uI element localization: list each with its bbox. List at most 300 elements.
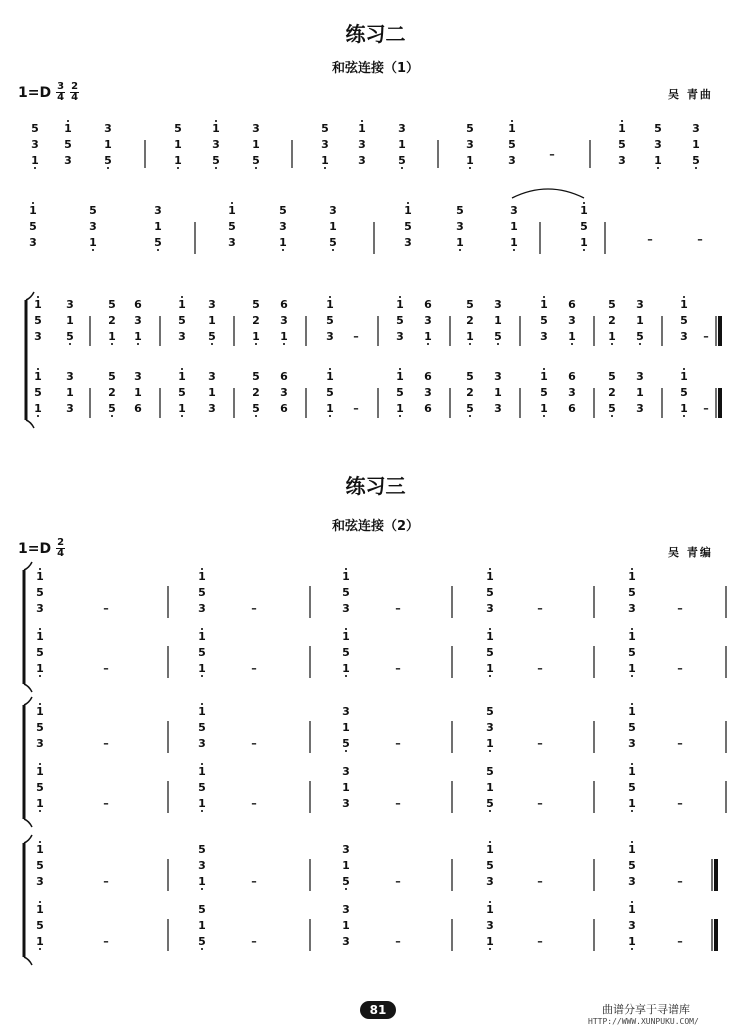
octave-dot: [39, 810, 41, 812]
note: 3: [342, 797, 350, 810]
note: 5: [29, 220, 37, 233]
note: 3: [404, 236, 412, 249]
octave-dot: [361, 120, 363, 122]
note: 1: [580, 204, 588, 217]
sustain-dash: –: [395, 602, 401, 615]
note: 3: [198, 737, 206, 750]
note: 1: [280, 330, 288, 343]
note: 5: [212, 154, 220, 167]
sustain-dash: –: [251, 602, 257, 615]
octave-dot: [543, 296, 545, 298]
note: 3: [628, 919, 636, 932]
octave-dot: [39, 628, 41, 630]
note: 1: [108, 330, 116, 343]
note: 3: [342, 935, 350, 948]
note: 3: [508, 154, 516, 167]
note: 1: [321, 154, 329, 167]
key-label: 1=D: [18, 84, 52, 101]
note: 3: [486, 875, 494, 888]
octave-dot: [583, 249, 585, 251]
note: 1: [342, 662, 350, 675]
note: 3: [358, 138, 366, 151]
note: 5: [36, 586, 44, 599]
note: 5: [342, 586, 350, 599]
note: 3: [104, 122, 112, 135]
octave-dot: [231, 202, 233, 204]
exercise3-subtitle: 和弦连接（2）: [331, 519, 420, 534]
note: 2: [608, 314, 616, 327]
octave-dot: [211, 343, 213, 345]
octave-dot: [345, 888, 347, 890]
note: 1: [212, 122, 220, 135]
octave-dot: [631, 841, 633, 843]
note: 3: [486, 919, 494, 932]
note: 5: [198, 903, 206, 916]
sustain-dash: –: [395, 797, 401, 810]
note: 3: [31, 138, 39, 151]
note: 1: [31, 154, 39, 167]
octave-dot: [39, 675, 41, 677]
octave-dot: [345, 568, 347, 570]
note: 6: [280, 402, 288, 415]
note: 1: [208, 386, 216, 399]
note: 1: [540, 370, 548, 383]
octave-dot: [255, 415, 257, 417]
note: 2: [466, 314, 474, 327]
octave-dot: [332, 249, 334, 251]
note: 1: [154, 220, 162, 233]
octave-dot: [32, 202, 34, 204]
note: 3: [396, 330, 404, 343]
note: 1: [494, 314, 502, 327]
sustain-dash: –: [537, 875, 543, 888]
note: 3: [486, 721, 494, 734]
octave-dot: [401, 167, 403, 169]
note: 5: [608, 370, 616, 383]
note: 5: [252, 402, 260, 415]
note: 1: [486, 781, 494, 794]
note: 1: [36, 630, 44, 643]
note: 1: [29, 204, 37, 217]
note: 3: [636, 298, 644, 311]
note: 1: [396, 402, 404, 415]
octave-dot: [489, 750, 491, 752]
note: 5: [636, 330, 644, 343]
octave-dot: [201, 675, 203, 677]
sustain-dash: –: [251, 797, 257, 810]
octave-dot: [583, 202, 585, 204]
note: 1: [486, 843, 494, 856]
note: 1: [198, 797, 206, 810]
note: 5: [154, 236, 162, 249]
note: 1: [178, 370, 186, 383]
time-signature: $\frac{2}{4}$: [57, 537, 65, 559]
note: 5: [108, 402, 116, 415]
note: 1: [636, 386, 644, 399]
octave-dot: [181, 415, 183, 417]
sustain-dash: –: [353, 330, 359, 343]
note: 3: [280, 386, 288, 399]
note: 3: [198, 859, 206, 872]
octave-dot: [37, 415, 39, 417]
octave-dot: [111, 343, 113, 345]
octave-dot: [631, 568, 633, 570]
note: 1: [486, 630, 494, 643]
note: 1: [486, 737, 494, 750]
octave-dot: [543, 415, 545, 417]
sustain-dash: –: [103, 935, 109, 948]
note: 1: [608, 330, 616, 343]
note: 5: [104, 154, 112, 167]
octave-dot: [201, 763, 203, 765]
note: 3: [208, 402, 216, 415]
bracket-hook: [24, 684, 32, 692]
bracket-hook: [24, 819, 32, 827]
octave-dot: [621, 120, 623, 122]
note: 1: [66, 386, 74, 399]
note: 1: [36, 765, 44, 778]
note: 6: [280, 298, 288, 311]
octave-dot: [407, 202, 409, 204]
note: 5: [208, 330, 216, 343]
note: 1: [628, 570, 636, 583]
note: 3: [568, 314, 576, 327]
sustain-dash: –: [677, 875, 683, 888]
sustain-dash: –: [677, 737, 683, 750]
note: 3: [66, 298, 74, 311]
note: 3: [424, 314, 432, 327]
note: 5: [178, 386, 186, 399]
octave-dot: [459, 249, 461, 251]
exercise2-title: 练习二: [345, 22, 406, 46]
octave-dot: [181, 368, 183, 370]
sustain-dash: –: [251, 935, 257, 948]
note: 3: [342, 765, 350, 778]
octave-dot: [611, 343, 613, 345]
note: 5: [692, 154, 700, 167]
note: 3: [636, 402, 644, 415]
note: 1: [628, 903, 636, 916]
note: 1: [174, 154, 182, 167]
note: 3: [154, 204, 162, 217]
sustain-dash: –: [677, 797, 683, 810]
octave-dot: [181, 296, 183, 298]
note: 3: [212, 138, 220, 151]
note: 1: [198, 570, 206, 583]
note: 3: [29, 236, 37, 249]
note: 1: [342, 919, 350, 932]
note: 1: [36, 662, 44, 675]
octave-dot: [201, 948, 203, 950]
sustain-dash: –: [251, 737, 257, 750]
note: 5: [342, 646, 350, 659]
note: 1: [680, 402, 688, 415]
sustain-dash: –: [697, 233, 703, 246]
octave-dot: [201, 628, 203, 630]
note: 5: [36, 859, 44, 872]
octave-dot: [39, 568, 41, 570]
sustain-dash: –: [103, 602, 109, 615]
octave-dot: [201, 888, 203, 890]
octave-dot: [201, 703, 203, 705]
note: 1: [404, 204, 412, 217]
note: 1: [628, 843, 636, 856]
octave-dot: [497, 343, 499, 345]
octave-dot: [37, 296, 39, 298]
octave-dot: [329, 368, 331, 370]
sustain-dash: –: [703, 330, 709, 343]
sustain-dash: –: [395, 935, 401, 948]
octave-dot: [37, 368, 39, 370]
watermark-text: 曲谱分享于寻谱库: [602, 1003, 690, 1016]
note: 6: [568, 402, 576, 415]
note: 1: [208, 314, 216, 327]
note: 3: [628, 875, 636, 888]
note: 5: [108, 298, 116, 311]
note: 5: [89, 204, 97, 217]
sustain-dash: –: [251, 875, 257, 888]
note: 2: [252, 314, 260, 327]
octave-dot: [631, 763, 633, 765]
note: 3: [329, 204, 337, 217]
note: 1: [636, 314, 644, 327]
octave-dot: [469, 415, 471, 417]
note: 1: [198, 765, 206, 778]
note: 3: [494, 402, 502, 415]
note: 1: [618, 122, 626, 135]
note: 3: [466, 138, 474, 151]
note: 3: [326, 330, 334, 343]
octave-dot: [92, 249, 94, 251]
note: 5: [198, 586, 206, 599]
note: 1: [654, 154, 662, 167]
note: 1: [36, 843, 44, 856]
note: 5: [329, 236, 337, 249]
bracket-hook: [26, 420, 34, 428]
note: 5: [34, 314, 42, 327]
note: 1: [34, 370, 42, 383]
note: 5: [608, 402, 616, 415]
note: 5: [198, 646, 206, 659]
note: 3: [486, 602, 494, 615]
sustain-dash: –: [353, 402, 359, 415]
note: 2: [466, 386, 474, 399]
note: 3: [628, 602, 636, 615]
note: 1: [178, 402, 186, 415]
note: 5: [36, 919, 44, 932]
octave-dot: [489, 628, 491, 630]
octave-dot: [215, 167, 217, 169]
note: 1: [628, 662, 636, 675]
note: 3: [510, 204, 518, 217]
octave-dot: [631, 675, 633, 677]
note: 3: [66, 370, 74, 383]
note: 3: [494, 370, 502, 383]
octave-dot: [489, 841, 491, 843]
octave-dot: [111, 415, 113, 417]
note: 1: [466, 330, 474, 343]
note: 5: [108, 370, 116, 383]
octave-dot: [631, 628, 633, 630]
note: 1: [540, 298, 548, 311]
note: 5: [178, 314, 186, 327]
octave-dot: [157, 249, 159, 251]
note: 3: [342, 602, 350, 615]
note: 6: [134, 298, 142, 311]
note: 1: [198, 919, 206, 932]
note: 5: [486, 646, 494, 659]
octave-dot: [69, 343, 71, 345]
note: 5: [64, 138, 72, 151]
note: 1: [456, 236, 464, 249]
note: 1: [486, 662, 494, 675]
note: 2: [108, 314, 116, 327]
note: 5: [486, 765, 494, 778]
note: 5: [174, 122, 182, 135]
note: 5: [466, 370, 474, 383]
note: 6: [280, 370, 288, 383]
note: 1: [692, 138, 700, 151]
octave-dot: [639, 343, 641, 345]
sustain-dash: –: [549, 148, 555, 161]
note: 1: [228, 204, 236, 217]
note: 5: [486, 859, 494, 872]
note: 3: [208, 298, 216, 311]
octave-dot: [511, 120, 513, 122]
octave-dot: [399, 415, 401, 417]
sustain-dash: –: [677, 935, 683, 948]
octave-dot: [215, 120, 217, 122]
note: 1: [540, 402, 548, 415]
note: 3: [178, 330, 186, 343]
note: 1: [326, 370, 334, 383]
note: 1: [486, 935, 494, 948]
note: 1: [486, 903, 494, 916]
note: 3: [89, 220, 97, 233]
sustain-dash: –: [537, 662, 543, 675]
octave-dot: [489, 675, 491, 677]
note: 1: [494, 386, 502, 399]
note: 5: [404, 220, 412, 233]
sustain-dash: –: [103, 737, 109, 750]
octave-dot: [39, 763, 41, 765]
note: 5: [628, 721, 636, 734]
note: 1: [252, 138, 260, 151]
note: 3: [342, 903, 350, 916]
note: 5: [628, 859, 636, 872]
note: 1: [680, 370, 688, 383]
note: 1: [66, 314, 74, 327]
note: 5: [252, 154, 260, 167]
note: 5: [198, 843, 206, 856]
octave-dot: [399, 296, 401, 298]
tie-arc: [512, 189, 584, 198]
note: 1: [342, 721, 350, 734]
exercise2-composer: 吴 青曲: [668, 88, 713, 101]
note: 1: [36, 570, 44, 583]
note: 5: [466, 402, 474, 415]
note: 5: [608, 298, 616, 311]
octave-dot: [427, 343, 429, 345]
note: 5: [198, 721, 206, 734]
note: 5: [36, 646, 44, 659]
octave-dot: [283, 343, 285, 345]
note: 6: [568, 370, 576, 383]
sustain-dash: –: [677, 662, 683, 675]
note: 6: [424, 402, 432, 415]
note: 1: [198, 662, 206, 675]
octave-dot: [137, 343, 139, 345]
note: 1: [89, 236, 97, 249]
bracket-hook: [24, 697, 32, 705]
note: 5: [342, 875, 350, 888]
note: 5: [321, 122, 329, 135]
note: 3: [36, 602, 44, 615]
octave-dot: [631, 810, 633, 812]
note: 3: [321, 138, 329, 151]
note: 1: [580, 236, 588, 249]
note: 1: [358, 122, 366, 135]
note: 1: [398, 138, 406, 151]
note: 2: [252, 386, 260, 399]
octave-dot: [543, 368, 545, 370]
sustain-dash: –: [395, 737, 401, 750]
note: 5: [486, 586, 494, 599]
note: 1: [342, 570, 350, 583]
key-label: 1=D: [18, 540, 52, 557]
note: 3: [134, 370, 142, 383]
note: 1: [510, 220, 518, 233]
note: 3: [34, 330, 42, 343]
note: 3: [342, 705, 350, 718]
note: 5: [466, 122, 474, 135]
sustain-dash: –: [677, 602, 683, 615]
note: 6: [568, 298, 576, 311]
note: 2: [108, 386, 116, 399]
note: 6: [424, 370, 432, 383]
note: 5: [396, 386, 404, 399]
note: 5: [508, 138, 516, 151]
note: 3: [228, 236, 236, 249]
octave-dot: [39, 703, 41, 705]
octave-dot: [489, 568, 491, 570]
octave-dot: [631, 948, 633, 950]
octave-dot: [201, 810, 203, 812]
octave-dot: [571, 343, 573, 345]
note: 3: [692, 122, 700, 135]
note: 1: [680, 298, 688, 311]
octave-dot: [107, 167, 109, 169]
octave-dot: [611, 415, 613, 417]
bracket-hook: [24, 835, 32, 843]
note: 5: [396, 314, 404, 327]
sustain-dash: –: [103, 875, 109, 888]
note: 1: [628, 705, 636, 718]
note: 1: [628, 797, 636, 810]
note: 5: [494, 330, 502, 343]
note: 3: [280, 314, 288, 327]
note: 1: [134, 386, 142, 399]
octave-dot: [255, 343, 257, 345]
note: 3: [618, 154, 626, 167]
note: 5: [326, 386, 334, 399]
octave-dot: [345, 628, 347, 630]
octave-dot: [345, 675, 347, 677]
exercise3-title: 练习三: [345, 474, 406, 498]
note: 1: [326, 402, 334, 415]
note: 1: [424, 330, 432, 343]
note: 5: [198, 781, 206, 794]
